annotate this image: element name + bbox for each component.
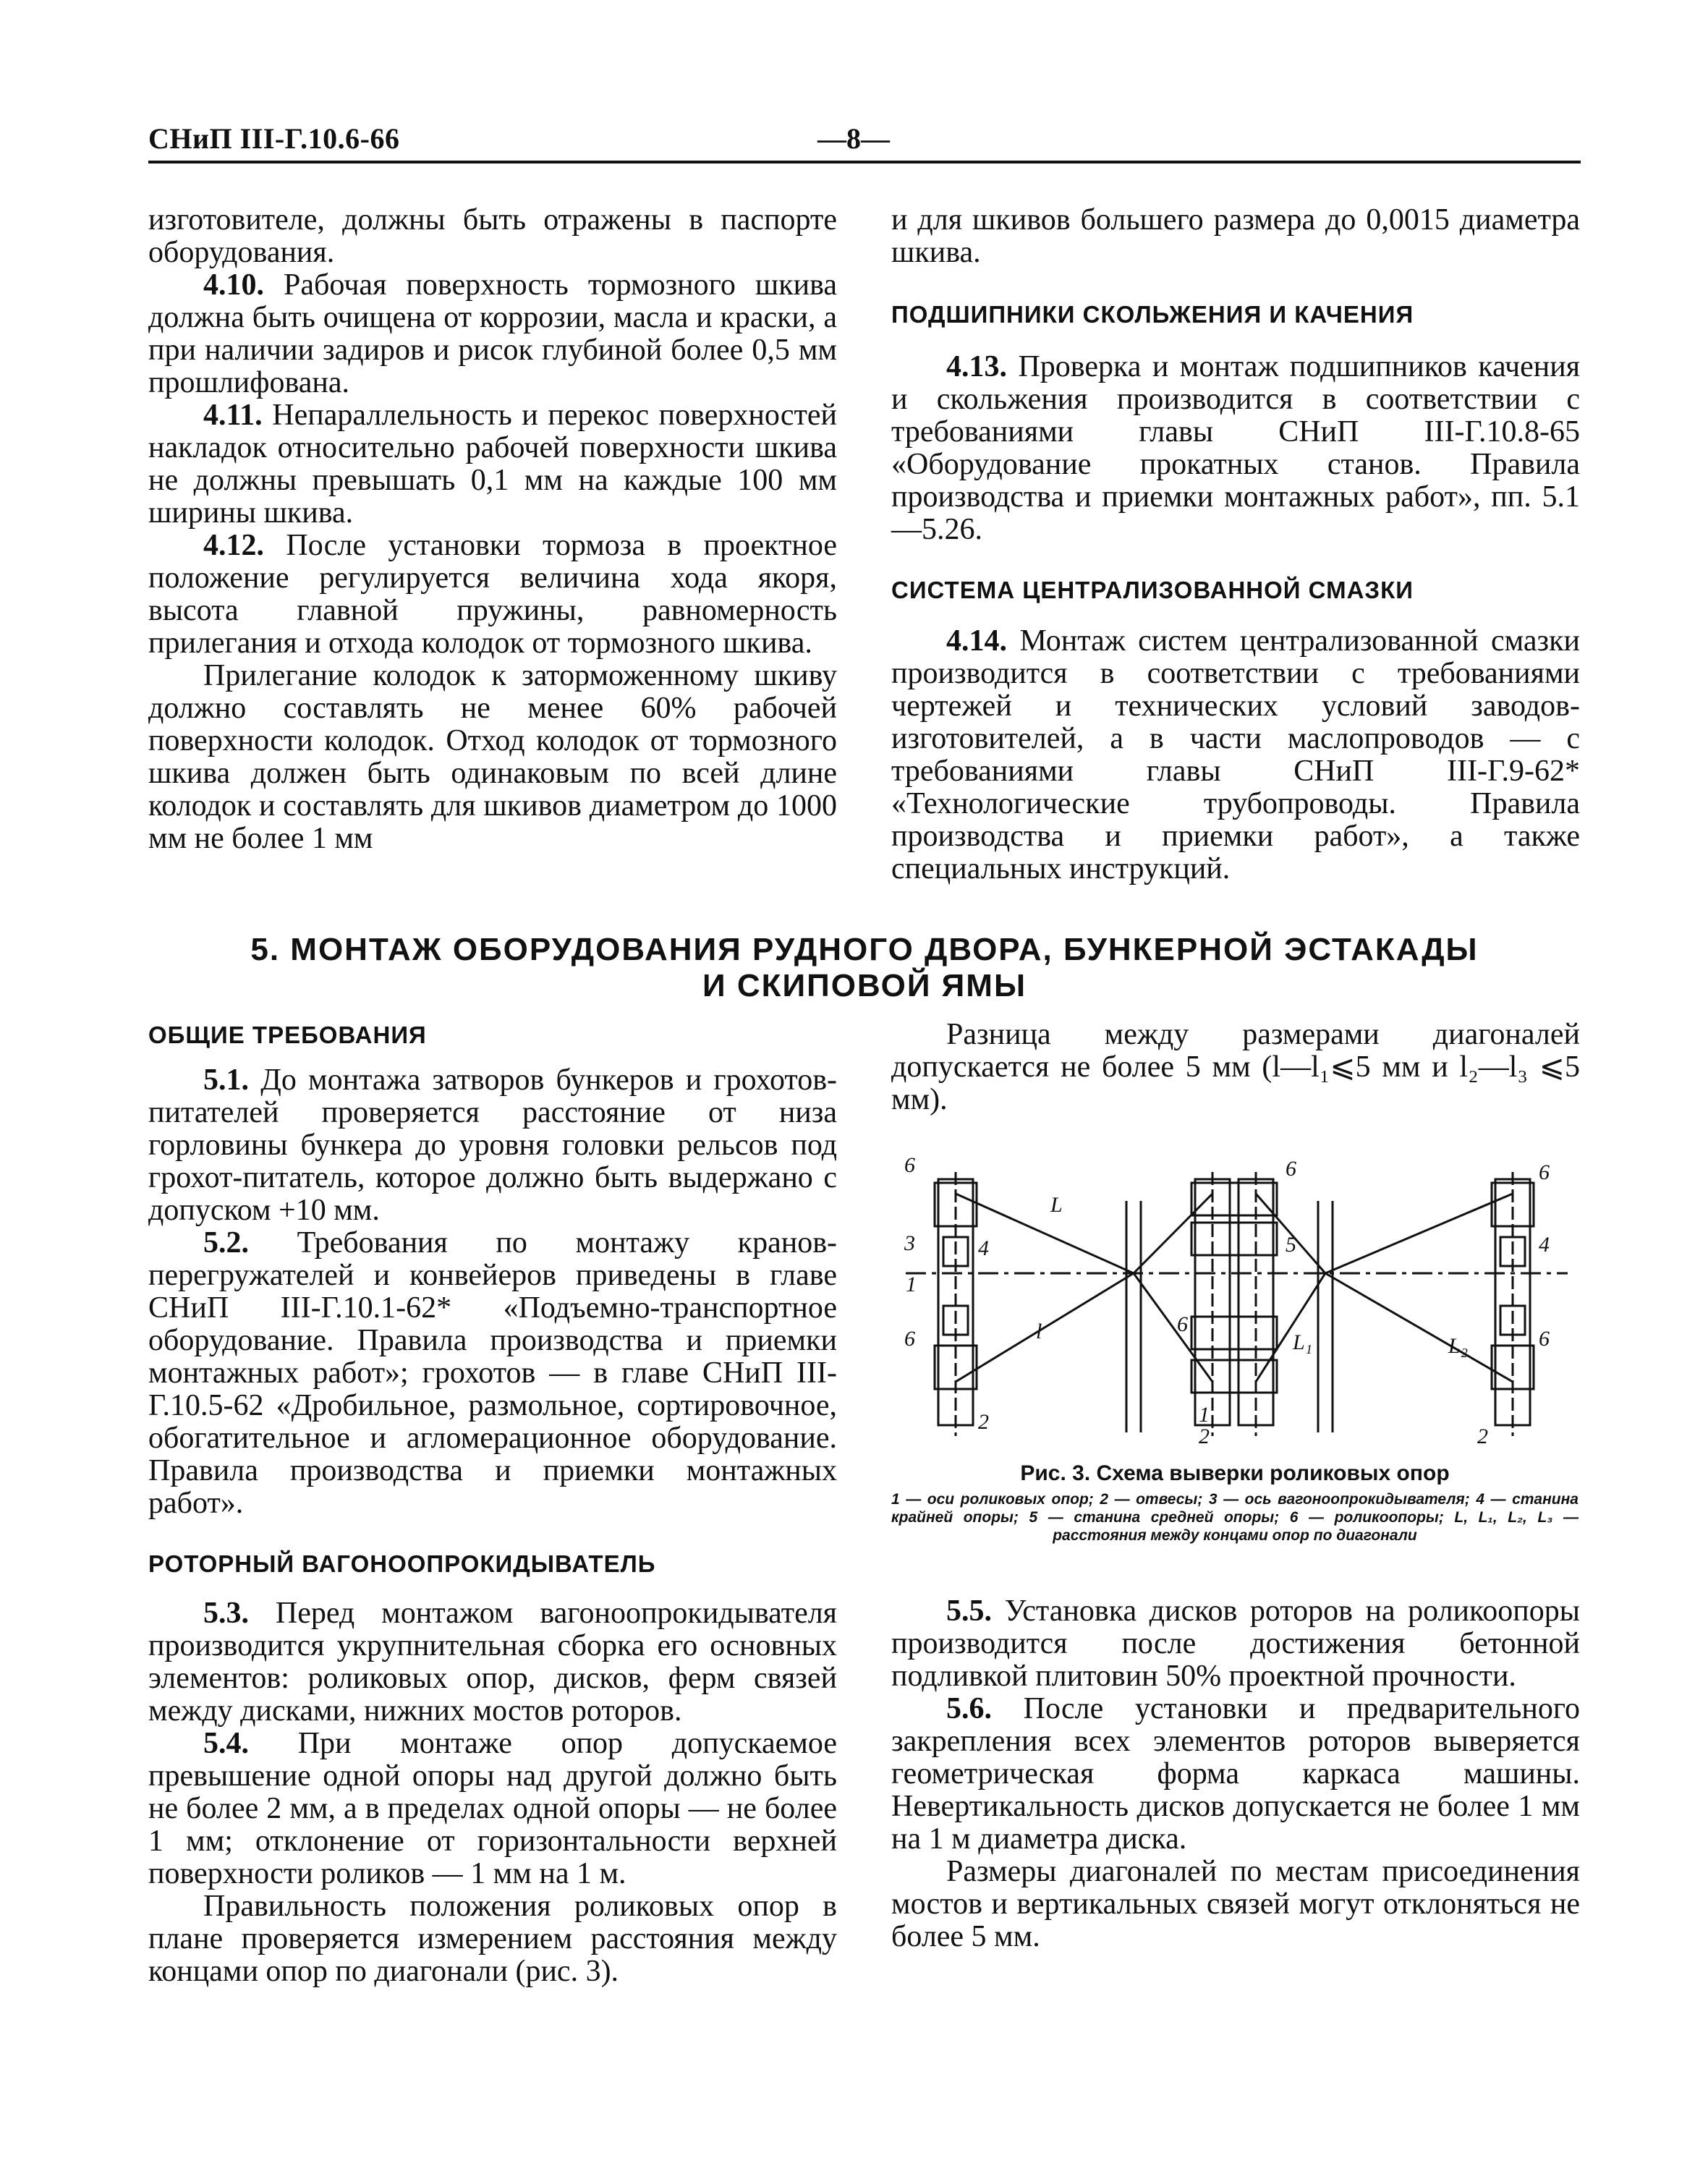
paragraph-text: После установки и предварительного закрепления всех элементов роторов выверяется геометрическая форма каркаса машины. Невертикальность дисков допускается не более 1 мм на 1 м диаметра диска. xyxy=(891,1692,1581,1856)
paragraph-text: Установка дисков роторов на роликоопоры производится после достижения бетонной подливкой плитовин 50% проектной прочности. xyxy=(891,1594,1580,1693)
paragraph-text: Требования по монтажу кранов-перегружателей и конвейеров приведены в главе СНиП III-Г.10.1-62* «Подъемно-транспортное оборудование. Правила производства и приемки монтажных работ»; грохотов — в главе СНиП III-Г.10.5-62 «Дробильное, размольное, сортировочное, обогатительное и агломерационное оборудование. Правила производства и приемки монтажных работ». xyxy=(148,1226,838,1520)
figure-label-6-right-bottom: 6 xyxy=(1539,1327,1550,1351)
figure-label-6-mid-top: 6 xyxy=(1286,1157,1296,1181)
figure-label-L2: L₂ xyxy=(1448,1334,1469,1358)
heading-rotary-dumper: РОТОРНЫЙ ВАГОНООПРОКИДЫВАТЕЛЬ xyxy=(148,1550,656,1577)
roller-support-middle-bottom xyxy=(1191,1317,1277,1349)
figure-label-5: 5 xyxy=(1286,1233,1296,1257)
paragraph-5-4-continued xyxy=(148,1890,837,1988)
figure-label-6-mid: 6 xyxy=(1177,1312,1188,1336)
clause-number: 5.1. xyxy=(203,1063,249,1097)
figure-label-6: 6 xyxy=(904,1153,915,1177)
paragraph-text: изготовителе, должны быть отражены в паспорте оборудования. xyxy=(148,203,837,269)
paragraph-4-12-continued xyxy=(148,660,837,855)
paragraph-4-11 xyxy=(148,399,837,530)
figure-label-1-mid: 1 xyxy=(1199,1403,1210,1427)
figure-label-1: 1 xyxy=(906,1273,917,1296)
paragraph-4-10 xyxy=(148,269,837,399)
heading-general-requirements: ОБЩИЕ ТРЕБОВАНИЯ xyxy=(148,1021,427,1048)
heading-lubrication: СИСТЕМА ЦЕНТРАЛИЗОВАННОЙ СМАЗКИ xyxy=(891,577,1414,603)
diagonal-mid-left-top xyxy=(1134,1194,1212,1273)
paragraph-text: Рабочая поверхность тормозного шкива должна быть очищена от коррозии, масла и краски, а при наличии задиров и рисок глубиной более 0,5 мм прошлифована. xyxy=(148,268,837,399)
paragraph xyxy=(148,204,837,269)
paragraph-5-6 xyxy=(891,1693,1580,1856)
paragraph-5-3 xyxy=(148,1597,837,1728)
paragraph-continuation: и для шкивов большего размера до 0,0015 диаметра шкива. xyxy=(891,203,1580,269)
paragraph-text: После установки тормоза в проектное положение регулируется величина хода якоря, высота главной пружины, равномерность прилегания и отхода колодок от тормозного шкива. xyxy=(148,529,838,660)
paragraph-5-5 xyxy=(891,1595,1580,1693)
clause-number: 5.4. xyxy=(203,1727,249,1760)
clause-number: 5.6. xyxy=(946,1692,992,1725)
left-column-bottom xyxy=(148,1019,837,1988)
figure-label-4-right: 4 xyxy=(1539,1233,1550,1257)
clause-number: 4.10. xyxy=(203,268,264,302)
paragraph-text: При монтаже опор допускаемое превышение одной опоры над другой должно быть не более 2 мм, а в пределах одной опоры — не более 1 мм; отклонение от горизонтальности верхней поверхности роликов — 1 мм на 1 м. xyxy=(148,1727,838,1890)
paragraph-text: Монтаж систем централизованной смазки производится в соответствии с требованиями чертежей и технических условий заводов-изготовителей, а в части маслопроводов — с требованиями главы СНиП III-Г.9-62* «Технологические трубопроводы. Правила производства и приемки работ», а также специальных инструкций. xyxy=(891,624,1580,885)
paragraph-text: Прилегание колодок к заторможенному шкиву должно составлять не менее 60% рабочей поверхности колодок. Отход колодок от тормозного шкива должен быть одинаковым по всей длине колодок и составлять для шкивов диаметром до 1000 мм не более 1 мм xyxy=(148,659,837,855)
section-5-title xyxy=(148,932,1581,1004)
left-column-top xyxy=(148,204,837,855)
paragraph-text: Непараллельность и перекос поверхностей накладок относительно рабочей поверхности шкива не должны превышать 0,1 мм на каждые 100 мм ширины шкива. xyxy=(148,399,838,530)
section-title-line-1: 5. МОНТАЖ ОБОРУДОВАНИЯ РУДНОГО ДВОРА, БУНКЕРНОЙ ЭСТАКАДЫ xyxy=(250,932,1479,967)
clause-number: 5.5. xyxy=(946,1594,992,1628)
paragraph-5-2 xyxy=(148,1227,837,1520)
right-column-diagonal-text xyxy=(891,1019,1580,1116)
figure-caption: Рис. 3. Схема выверки роликовых опор xyxy=(1020,1461,1450,1485)
figure-label-4-left: 4 xyxy=(978,1236,989,1260)
header-rule xyxy=(148,161,1581,163)
figure-label-L: L xyxy=(1050,1193,1063,1217)
diagonal-L1-mid-right-bottom xyxy=(1256,1273,1325,1382)
diagonal-L2-right-bottom xyxy=(1325,1273,1513,1382)
heading-bearings: ПОДШИПНИКИ СКОЛЬЖЕНИЯ И КАЧЕНИЯ xyxy=(891,301,1414,328)
clause-number: 4.13. xyxy=(946,350,1007,383)
diagonal-l-bottom-left xyxy=(956,1273,1134,1382)
paragraph-4-14 xyxy=(891,625,1580,885)
diagonal-L-top-left xyxy=(956,1194,1134,1273)
roller-support-middle-top-2 xyxy=(1191,1223,1277,1255)
figure-label-2-mid: 2 xyxy=(1199,1424,1210,1448)
figure-3-caption-block xyxy=(891,1461,1579,1545)
figure-label-6-bottom: 6 xyxy=(904,1327,915,1351)
figure-3-roller-alignment-diagram xyxy=(891,1150,1579,1454)
paragraph-text: Правильность положения роликовых опор в плане проверяется измерением расстояния между концами опор по диагонали (рис. 3). xyxy=(148,1890,837,1988)
paragraph-4-13 xyxy=(891,351,1580,546)
roller-support-middle-bottom-2 xyxy=(1191,1360,1277,1393)
paragraph-4-12 xyxy=(148,530,837,660)
paragraph-text: Перед монтажом вагоноопрокидывателя производится укрупнительная сборка его основных элементов: роликовых опор, дисков, ферм связей между дисками, нижних мостов роторов. xyxy=(148,1597,837,1728)
diagonal-mid-left-bottom xyxy=(1134,1273,1212,1382)
paragraph-text: Размеры диагоналей по местам присоединения мостов и вертикальных связей могут отклоняться не более 5 мм. xyxy=(891,1855,1580,1953)
figure-label-l: l xyxy=(1036,1320,1042,1343)
figure-label-L1: L₁ xyxy=(1293,1330,1313,1354)
page-number: —8— xyxy=(817,122,890,155)
clause-number: 5.3. xyxy=(203,1597,249,1630)
right-column-top xyxy=(891,204,1580,885)
figure-label-2-right: 2 xyxy=(1477,1424,1488,1448)
roller-support-middle-top xyxy=(1191,1183,1277,1215)
figure-label-2-left: 2 xyxy=(978,1410,989,1434)
right-column-bottom xyxy=(891,1595,1580,1953)
clause-number: 4.14. xyxy=(946,624,1007,658)
paragraph-5-6-continued xyxy=(891,1856,1580,1953)
paragraph-diagonal-tolerance: Разница между размерами диагоналей допускается не более 5 мм (l—l₁⩽5 мм и l₂—l₃ ⩽5 мм). xyxy=(891,1018,1580,1116)
document-code: СНиП III-Г.10.6-66 xyxy=(148,122,400,155)
paragraph-5-1 xyxy=(148,1064,837,1227)
figure-legend: 1 — оси роликовых опор; 2 — отвесы; 3 — ось вагоноопрокидывателя; 4 — станина крайней опоры; 5 — станина средней опоры; 6 — роликоопоры; L, L₁, L₂, L₃ — расстояния между концами опор по диагонали xyxy=(891,1491,1579,1544)
paragraph-text: Проверка и монтаж подшипников качения и скольжения производится в соответствии с требованиями главы СНиП III-Г.10.8-65 «Оборудование прокатных станов. Правила производства и приемки монтажных работ», пп. 5.1—5.26. xyxy=(891,350,1581,546)
figure-label-6-right: 6 xyxy=(1539,1160,1550,1184)
clause-number: 4.11. xyxy=(203,399,263,432)
clause-number: 5.2. xyxy=(203,1226,249,1260)
diagonal-right-top xyxy=(1325,1194,1513,1273)
paragraph-5-4 xyxy=(148,1728,837,1890)
paragraph-text: До монтажа затворов бункеров и грохотов-питателей проверяется расстояние от низа горловины бункера до уровня головки рельсов под грохот-питатель, которое должно быть выдержано с допуском +10 мм. xyxy=(148,1063,838,1227)
figure-label-3: 3 xyxy=(904,1231,915,1255)
clause-number: 4.12. xyxy=(203,529,264,562)
section-title-line-2: И СКИПОВОЙ ЯМЫ xyxy=(702,968,1027,1003)
